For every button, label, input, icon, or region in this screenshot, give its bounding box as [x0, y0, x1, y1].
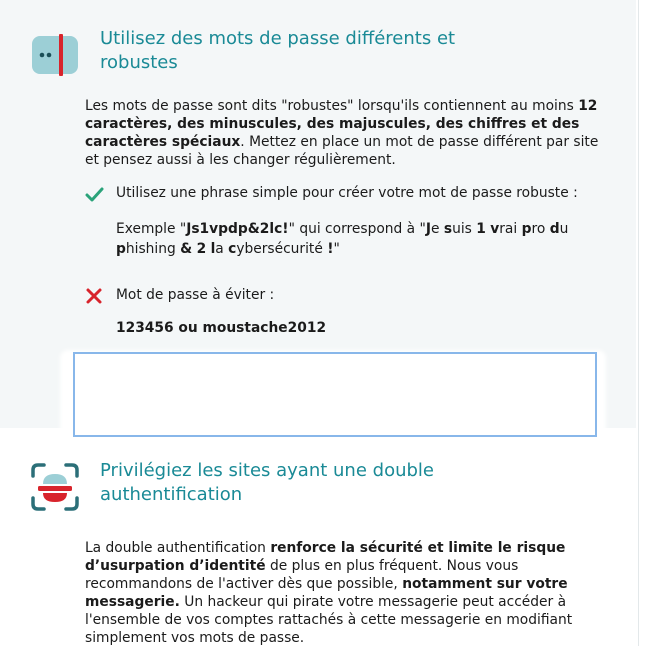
right-divider: [636, 0, 646, 646]
strong-passwords-paragraph: [85, 97, 610, 169]
section2-para-run: La double authentification: [85, 540, 271, 556]
section1-example-run: v: [490, 221, 500, 237]
two-factor-paragraph: [85, 539, 610, 647]
section2-para-run: Un hackeur qui pirate votre messagerie peut accéder à l'ensemble de vos comptes rattachés à cette messagerie en modifiant simplement vos mots de passe.: [85, 594, 573, 646]
empty-box: [73, 352, 597, 437]
section1-example-run: !: [327, 241, 334, 257]
section-title-strong-passwords: Utilisez des mots de passe différents et robustes: [100, 28, 456, 73]
cross-icon: [85, 286, 105, 306]
section2-para-run: de plus en plus fréquent. Nous vous recommandons de l'activer dès que possible,: [85, 558, 519, 592]
section1-example-run: p: [521, 221, 532, 237]
section1-example-run: rai: [499, 221, 522, 237]
section2-para-run: notamment sur votre messagerie.: [85, 576, 568, 610]
section1-para-run: Les mots de passe sont dits "robustes" lorsqu'ils contiennent au moins: [85, 98, 579, 114]
section1-para-run: . Mettez en place un mot de passe différent par site et pensez aussi à les changer régulièrement.: [85, 134, 599, 168]
section1-example-run: p: [116, 241, 126, 257]
tip-bad-text: Mot de passe à éviter :: [116, 287, 275, 303]
section1-example-run: Exemple ": [116, 221, 187, 237]
section1-example-run: e: [430, 221, 444, 237]
section1-example-run: ybersécurité: [236, 241, 328, 257]
section1-example-run: c: [228, 241, 237, 257]
check-icon: [85, 184, 105, 204]
section1-example-run: hishing: [125, 241, 181, 257]
section1-example-run: Js1vpdp&2lc!: [186, 221, 289, 237]
section1-example-run: ro: [531, 221, 550, 237]
face-scan-icon: [30, 462, 80, 512]
section1-example-run: 2: [196, 241, 207, 257]
section1-example-run: " qui correspond à ": [288, 221, 426, 237]
section1-example-run: 1: [476, 221, 486, 237]
section1-example-run: d: [549, 221, 560, 237]
section-title-two-factor: Privilégiez les sites ayant une double authentification: [100, 460, 434, 505]
password-card-icon: [32, 34, 80, 76]
section1-example-run: uis: [452, 221, 477, 237]
section1-example-run: u: [559, 221, 569, 237]
section1-example-run: J: [425, 221, 431, 237]
section1-example-run: &: [180, 241, 193, 257]
tip-good-text: Utilisez une phrase simple pour créer votre mot de passe robuste :: [116, 185, 578, 201]
section1-example-run: s: [443, 221, 453, 237]
section1-example-run: l: [210, 241, 216, 257]
section1-example-run: ": [333, 241, 340, 257]
section1-para-run: 12 caractères, des minuscules, des majuscules, des chiffres et des caractères spéciaux: [85, 98, 598, 150]
password-to-avoid: 123456 ou moustache2012: [116, 320, 327, 336]
password-example: [116, 219, 606, 259]
section2-para-run: renforce la sécurité et limite le risque d’usurpation d’identité: [85, 540, 566, 574]
section1-example-run: a: [215, 241, 229, 257]
